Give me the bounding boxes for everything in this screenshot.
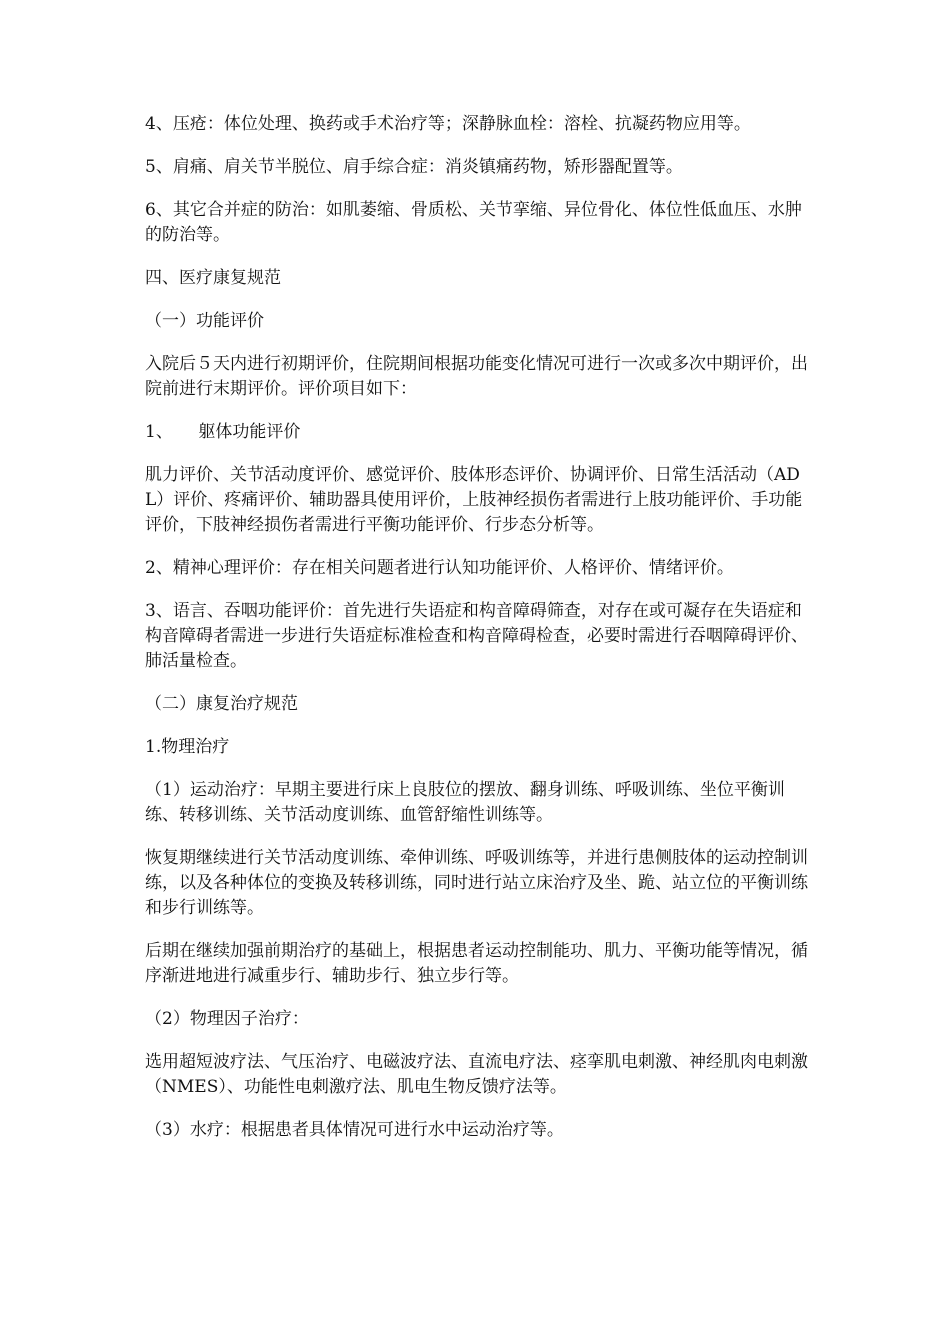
subsection-heading-function-eval: （一）功能评价	[145, 311, 264, 331]
section-heading-medical-rehab: 四、医疗康复规范	[145, 268, 281, 288]
subsection-heading-rehab-treatment: （二）康复治疗规范	[145, 694, 298, 714]
paragraph-other-complications: 6、其它合并症的防治：如肌萎缩、骨质松、关节挛缩、异位骨化、体位性低血压、水肿的防治等。	[145, 200, 802, 245]
paragraph-exercise-therapy: （1）运动治疗：早期主要进行床上良肢位的摆放、翻身训练、呼吸训练、坐位平衡训练、转移训练、关节活动度训练、血管舒缩性训练等。	[145, 780, 785, 825]
paragraph-pressure-sore: 4、压疮：体位处理、换药或手术治疗等；深静脉血栓：溶栓、抗凝药物应用等。	[145, 114, 751, 134]
paragraph-shoulder-pain: 5、肩痛、肩关节半脱位、肩手综合症：消炎镇痛药物，矫形器配置等。	[145, 157, 683, 177]
paragraph-late-phase: 后期在继续加强前期治疗的基础上，根据患者运动控制能功、肌力、平衡功能等情况，循序渐进地进行减重步行、辅助步行、独立步行等。	[145, 941, 808, 986]
paragraph-hydrotherapy: （3）水疗：根据患者具体情况可进行水中运动治疗等。	[145, 1120, 564, 1140]
item-heading-physical-factor: （2）物理因子治疗：	[145, 1009, 309, 1029]
paragraph-body-function-items: 肌力评价、关节活动度评价、感觉评价、肢体形态评价、协调评价、日常生活活动（ADL）评价、疼痛评价、辅助器具使用评价，上肢神经损伤者需进行上肢功能评价、手功能评价，下肢神经损伤者需进行平衡功能评价、行步态分析等。	[145, 465, 803, 535]
item-heading-physical-therapy: 1.物理治疗	[145, 737, 230, 757]
document-page	[145, 112, 815, 1161]
paragraph-eval-timing: 入院后５天内进行初期评价，住院期间根据功能变化情况可进行一次或多次中期评价，出院前进行末期评价。评价项目如下：	[145, 354, 808, 399]
paragraph-recovery-phase: 恢复期继续进行关节活动度训练、牵伸训练、呼吸训练等，并进行患侧肢体的运动控制训练，以及各种体位的变换及转移训练，同时进行站立床治疗及坐、跪、站立位的平衡训练和步行训练等。	[145, 848, 808, 918]
item-heading-body-function: 1、 躯体功能评价	[145, 422, 301, 442]
paragraph-physical-factor-methods: 选用超短波疗法、气压治疗、电磁波疗法、直流电疗法、痉挛肌电刺激、神经肌肉电刺激（NMES）、功能性电刺激疗法、肌电生物反馈疗法等。	[145, 1052, 808, 1097]
paragraph-language-swallow-eval: 3、语言、吞咽功能评价：首先进行失语症和构音障碍筛查，对存在或可凝存在失语症和构音障碍者需进一步进行失语症标准检查和构音障碍检查，必要时需进行吞咽障碍评价、肺活量检查。	[145, 601, 808, 671]
paragraph-mental-eval: 2、精神心理评价：存在相关问题者进行认知功能评价、人格评价、情绪评价。	[145, 558, 734, 578]
